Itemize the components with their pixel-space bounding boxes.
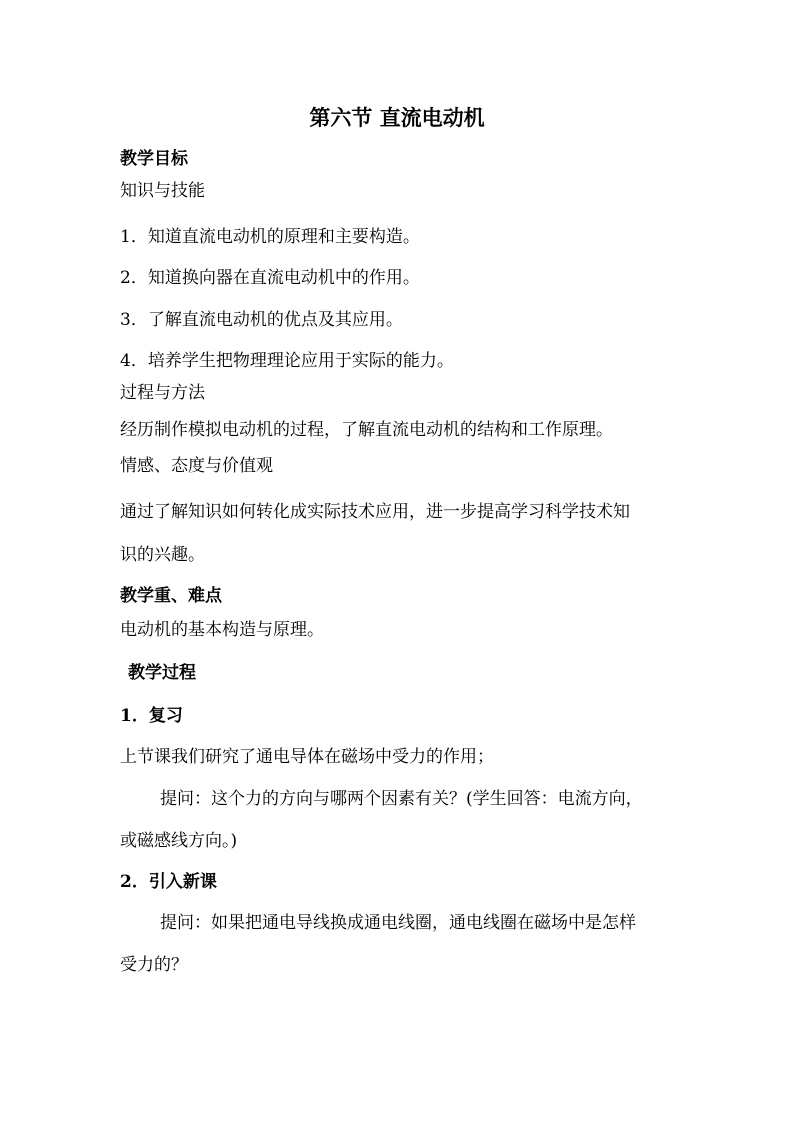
question-1-line-1: 提问：这个力的方向与哪两个因素有关？(学生回答：电流方向， [160, 789, 643, 809]
subheading-emotion-attitude-values: 情感、态度与价值观 [120, 456, 273, 476]
goal-item-4: 4．培养学生把物理理论应用于实际的能力。 [120, 351, 454, 371]
process-method-text: 经历制作模拟电动机的过程，了解直流电动机的结构和工作原理。 [120, 420, 613, 440]
question-1-line-2: 或磁感线方向。) [120, 831, 238, 851]
step-heading-review: 1．复习 [120, 706, 183, 726]
section-heading-teaching-goals: 教学目标 [120, 149, 188, 169]
subheading-knowledge-skills: 知识与技能 [120, 181, 205, 201]
review-text: 上节课我们研究了通电导体在磁场中受力的作用； [120, 747, 494, 767]
question-2-line-1: 提问：如果把通电导线换成通电线圈，通电线圈在磁场中是怎样 [160, 913, 636, 933]
goal-item-2: 2．知道换向器在直流电动机中的作用。 [120, 268, 420, 288]
goal-item-1: 1．知道直流电动机的原理和主要构造。 [120, 227, 420, 247]
section-heading-teaching-process: 教学过程 [128, 663, 196, 683]
emotion-text-line-1: 通过了解知识如何转化成实际技术应用，进一步提高学习科学技术知 [120, 502, 630, 522]
subheading-process-method: 过程与方法 [120, 383, 205, 403]
goal-item-3: 3．了解直流电动机的优点及其应用。 [120, 310, 403, 330]
step-heading-new-lesson: 2．引入新课 [120, 872, 217, 892]
page-title: 第六节 直流电动机 [309, 105, 485, 130]
emotion-text-line-2: 识的兴趣。 [120, 545, 205, 565]
key-points-text: 电动机的基本构造与原理。 [120, 620, 324, 640]
section-heading-key-points: 教学重、难点 [120, 586, 222, 606]
question-2-line-2: 受力的？ [120, 955, 188, 975]
